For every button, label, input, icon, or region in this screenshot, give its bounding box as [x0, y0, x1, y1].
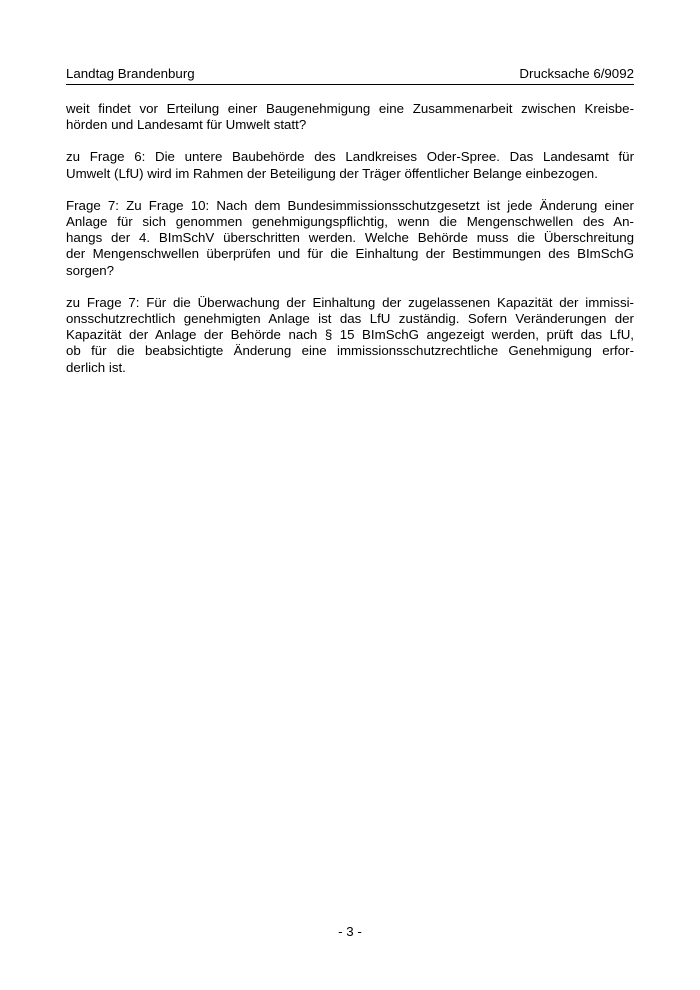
- paragraph-answer-7: [66, 295, 634, 376]
- document-body: [66, 101, 634, 392]
- paragraph-question-7: [66, 198, 634, 279]
- page-number: - 3 -: [338, 924, 362, 939]
- text-line: Anlage für sich genommen genehmigungspflichtig, wenn die Mengenschwellen des An-: [66, 214, 634, 230]
- text-line: Kapazität der Anlage der Behörde nach § 15 BImSchG angezeigt werden, prüft das LfU,: [66, 327, 634, 343]
- text-line: Umwelt (LfU) wird im Rahmen der Beteiligung der Träger öffentlicher Belange einbezogen.: [66, 165, 598, 181]
- text-line: Frage 7: Zu Frage 10: Nach dem Bundesimmissionsschutzgesetzt ist jede Änderung einer: [66, 197, 634, 213]
- text-line: zu Frage 6: Die untere Baubehörde des Landkreises Oder-Spree. Das Landesamt für: [66, 149, 634, 165]
- text-line: onsschutzrechtlich genehmigten Anlage ist das LfU zuständig. Sofern Veränderungen der: [66, 311, 634, 327]
- text-line: zu Frage 7: Für die Überwachung der Einhaltung der zugelassenen Kapazität der immissi-: [66, 294, 634, 310]
- text-line: sorgen?: [66, 262, 115, 278]
- text-line: der Mengenschwellen überprüfen und für die Einhaltung der Bestimmungen des BImSchG: [66, 246, 634, 262]
- header-parliament-name: Landtag Brandenburg: [66, 66, 195, 81]
- paragraph-question-6-end: [66, 101, 634, 133]
- text-line: derlich ist.: [66, 359, 126, 375]
- header-document-number: Drucksache 6/9092: [519, 66, 634, 81]
- page-header: [66, 66, 634, 85]
- text-line: hangs der 4. BImSchV überschritten werden. Welche Behörde muss die Überschreitung: [66, 230, 634, 246]
- text-line: hörden und Landesamt für Umwelt statt?: [66, 117, 307, 133]
- text-line: ob für die beabsichtigte Änderung eine immissionsschutzrechtliche Genehmigung erfor-: [66, 343, 634, 359]
- text-line: weit findet vor Erteilung einer Baugenehmigung eine Zusammenarbeit zwischen Kreisbe-: [66, 101, 634, 116]
- paragraph-answer-6: [66, 149, 634, 181]
